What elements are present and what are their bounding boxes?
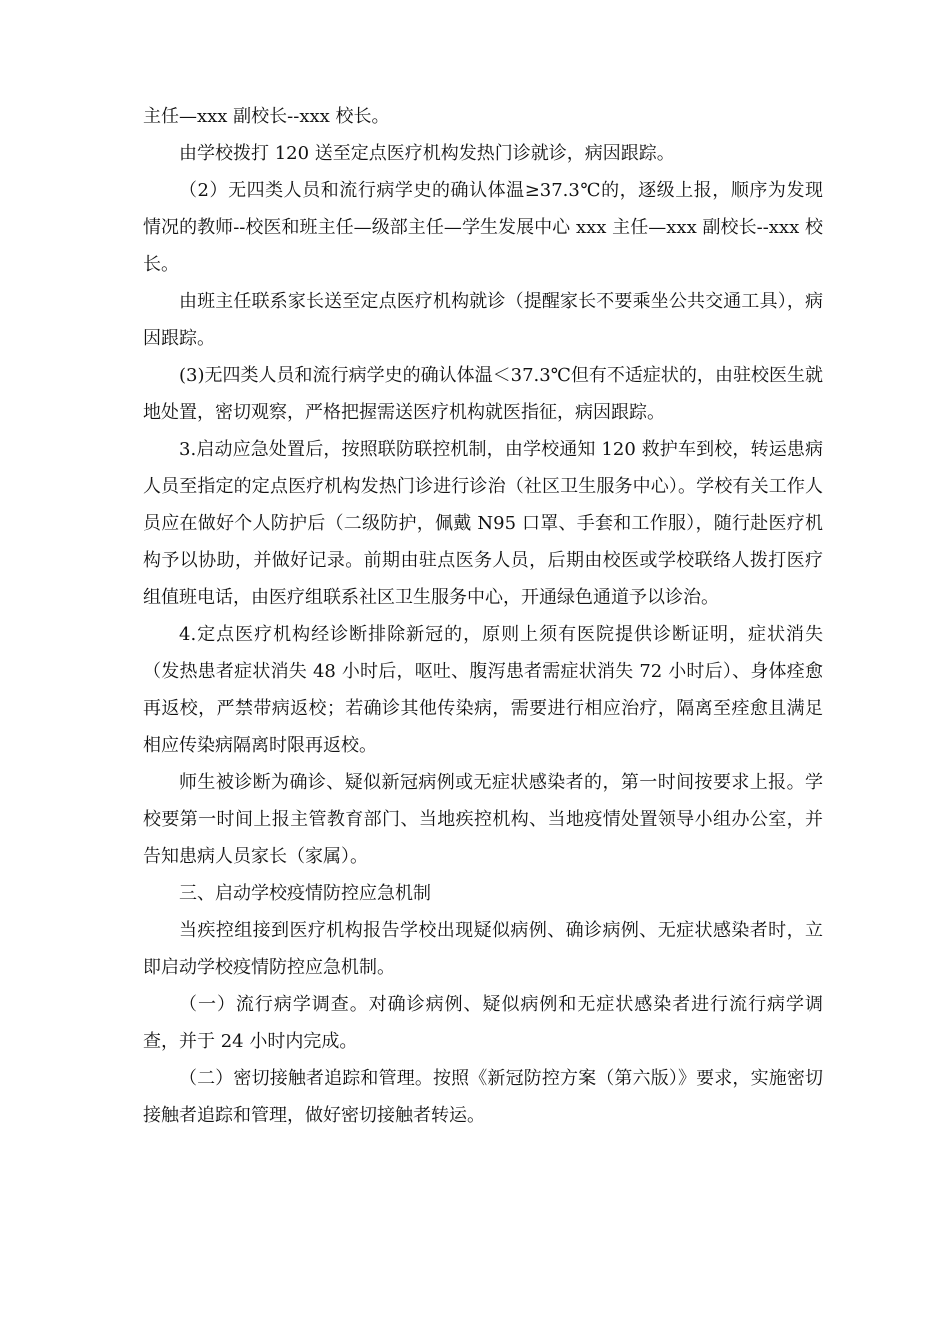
section-heading: 三、启动学校疫情防控应急机制 <box>179 883 431 904</box>
paragraph-4: 由班主任联系家长送至定点医疗机构就诊（提醒家长不要乘坐公共交通工具），病因跟踪。 <box>143 291 823 349</box>
paragraph-12: （二）密切接触者追踪和管理。按照《新冠防控方案（第六版）》要求，实施密切接触者追踪和管理，做好密切接触者转运。 <box>143 1068 823 1126</box>
paragraph-8: 师生被诊断为确诊、疑似新冠病例或无症状感染者的，第一时间按要求上报。学校要第一时间上报主管教育部门、当地疾控机构、当地疫情处置领导小组办公室，并告知患病人员家长（家属）。 <box>143 772 823 867</box>
paragraph-6: 3.启动应急处置后，按照联防联控机制，由学校通知 120 救护车到校，转运患病人员至指定的定点医疗机构发热门诊进行诊治（社区卫生服务中心）。学校有关工作人员应在做好个人防护后（二级防护，佩戴 N95 口罩、手套和工作服），随行赴医疗机构予以协助，并做好记录。前期由驻点医务人员，后期由校医或学校联络人拨打医疗组值班电话，由医疗组联系社区卫生服务中心，开通绿色通道予以诊治。 <box>143 439 823 608</box>
paragraph-3: （2）无四类人员和流行病学史的确认体温≥37.3℃的，逐级上报，顺序为发现情况的教师--校医和班主任—级部主任—学生发展中心 xxx 主任—xxx 副校长--xxx 校长。 <box>143 180 823 275</box>
paragraph-2: 由学校拨打 120 送至定点医疗机构发热门诊就诊，病因跟踪。 <box>179 143 675 164</box>
document-body <box>143 98 823 1134</box>
paragraph-1: 主任—xxx 副校长--xxx 校长。 <box>143 106 390 127</box>
paragraph-10: 当疾控组接到医疗机构报告学校出现疑似病例、确诊病例、无症状感染者时，立即启动学校疫情防控应急机制。 <box>143 920 823 978</box>
paragraph-11: （一）流行病学调查。对确诊病例、疑似病例和无症状感染者进行流行病学调查，并于 24 小时内完成。 <box>143 994 823 1052</box>
paragraph-7: 4.定点医疗机构经诊断排除新冠的，原则上须有医院提供诊断证明，症状消失（发热患者症状消失 48 小时后，呕吐、腹泻患者需症状消失 72 小时后）、身体痊愈再返校，严禁带病返校；若确诊其他传染病，需要进行相应治疗，隔离至痊愈且满足相应传染病隔离时限再返校。 <box>143 624 823 756</box>
paragraph-5: (3)无四类人员和流行病学史的确认体温＜37.3℃但有不适症状的，由驻校医生就地处置，密切观察，严格把握需送医疗机构就医指征，病因跟踪。 <box>143 365 823 423</box>
